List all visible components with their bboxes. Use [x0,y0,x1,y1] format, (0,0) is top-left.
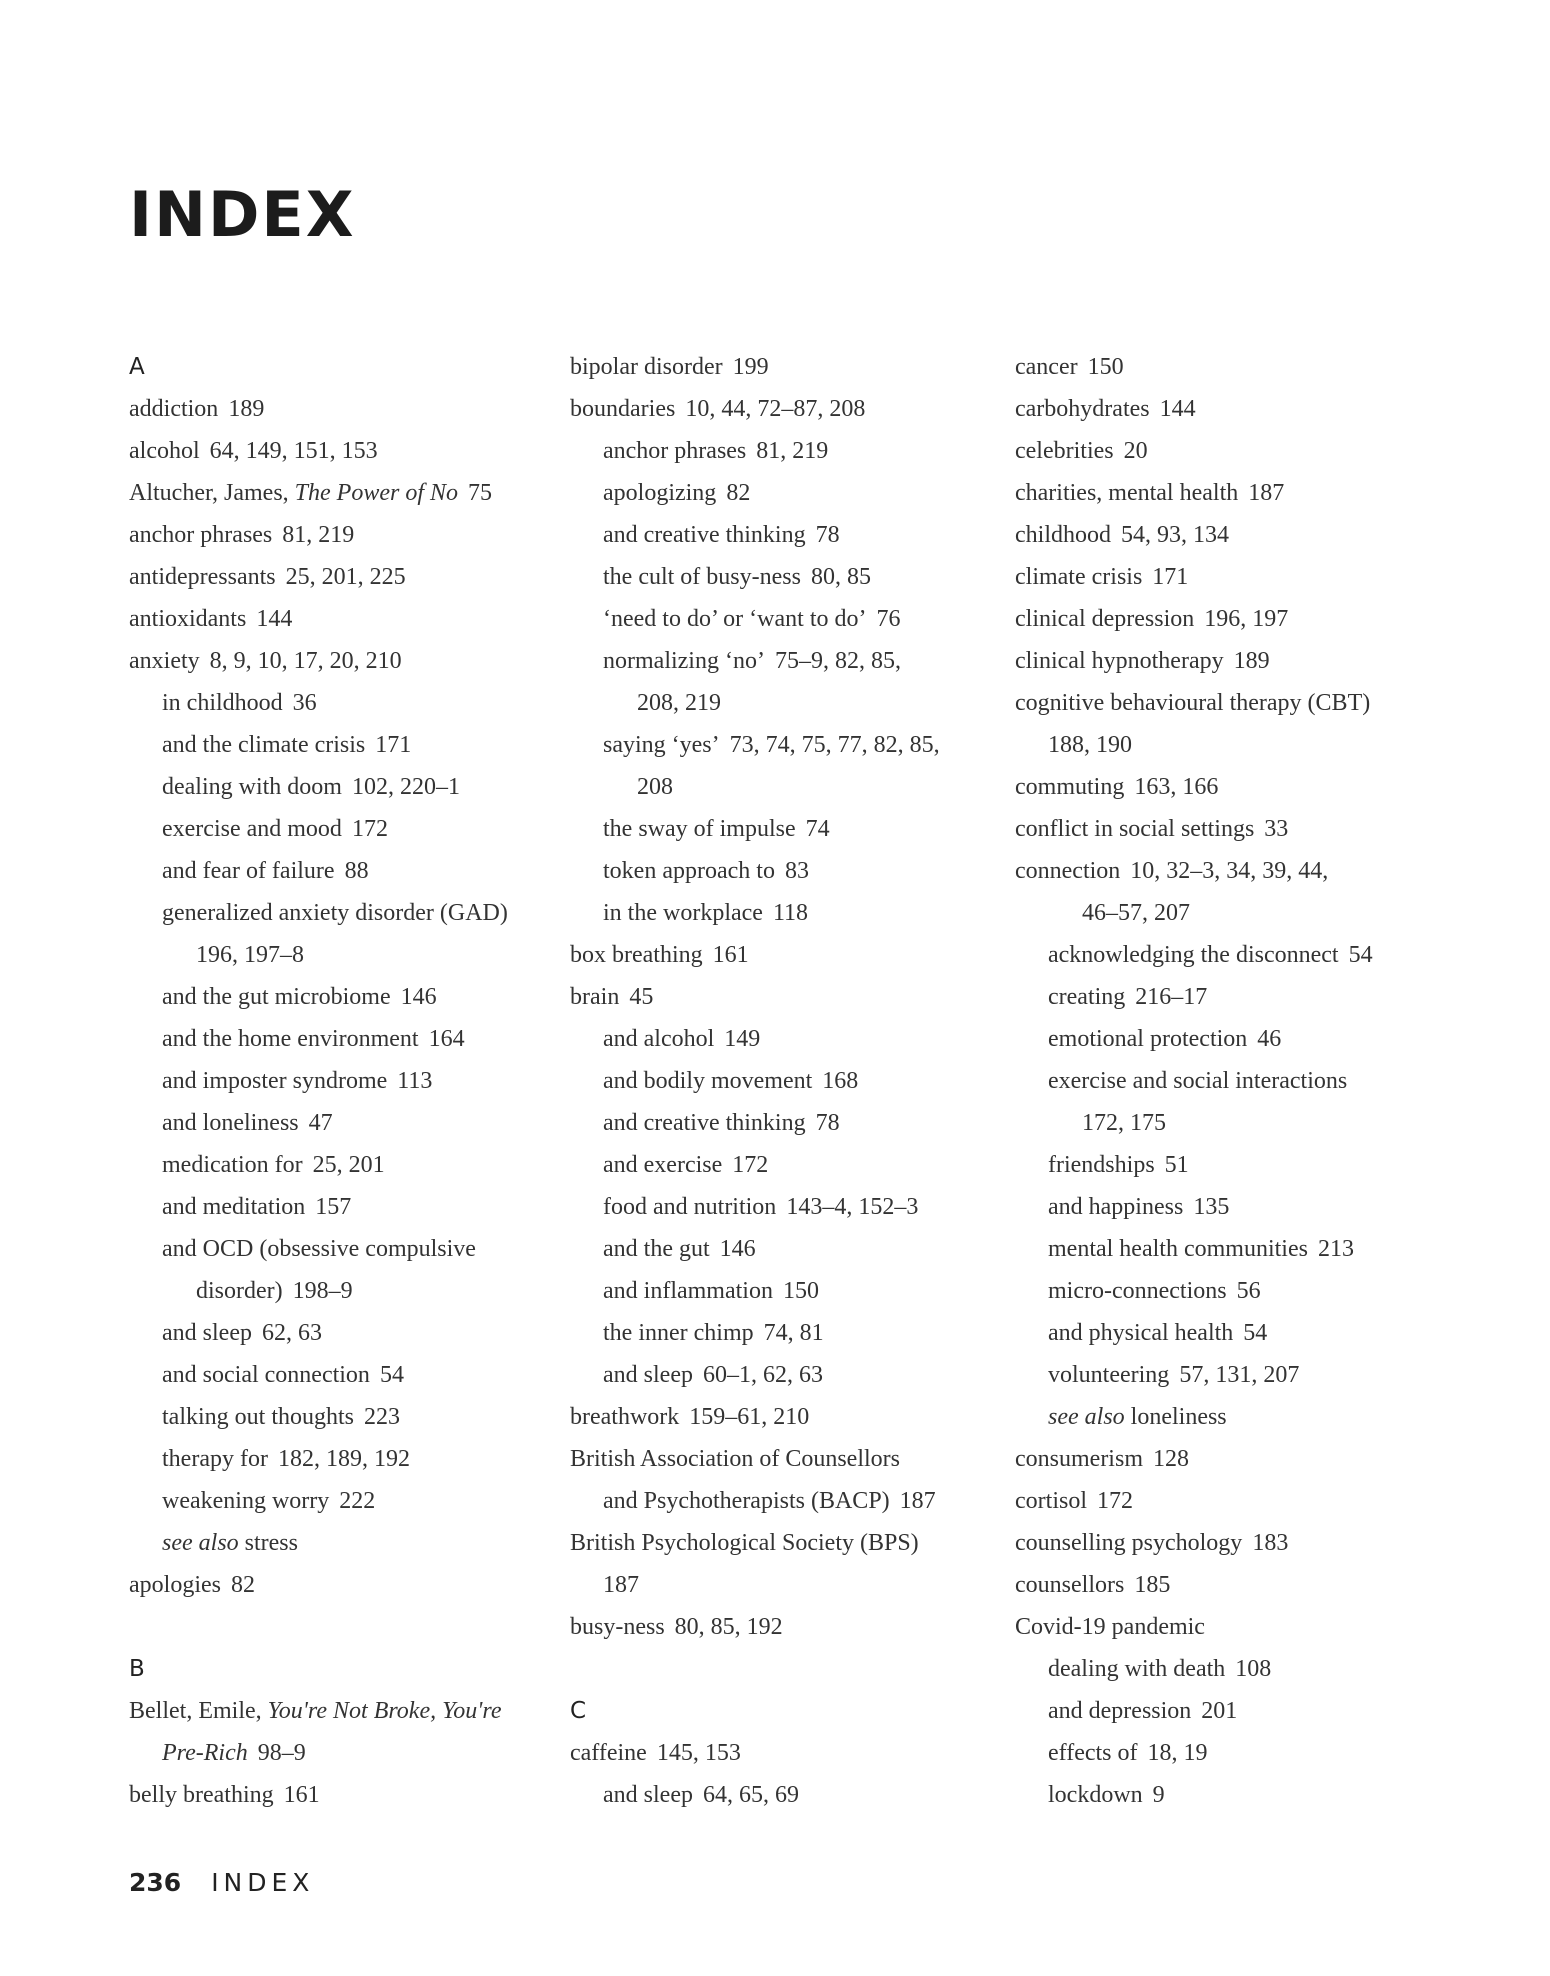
index-entry [570,1606,990,1648]
entry-term: and sleep [603,1362,693,1388]
entry-pages: 108 [1235,1656,1272,1682]
index-subentry [570,1186,990,1228]
running-footer-label: INDEX [211,1868,315,1897]
index-entry [570,976,990,1018]
index-entry [570,934,990,976]
entry-term: commuting [1015,774,1125,800]
index-entry [129,472,549,514]
entry-pages: 222 [339,1488,376,1514]
entry-pages: 208, 219 [637,690,721,716]
page-number: 236 [129,1868,182,1897]
entry-term: clinical depression [1015,606,1195,632]
entry-term: cortisol [1015,1488,1087,1514]
entry-term: celebrities [1015,438,1114,464]
section-letter: A [129,354,145,380]
index-subentry [570,640,990,682]
entry-title-italic: Pre-Rich [162,1740,248,1766]
index-subentry [129,1438,549,1480]
entry-term: and physical health [1048,1320,1234,1346]
entry-term: and sleep [603,1782,693,1808]
entry-pages: 187 [1248,480,1285,506]
entry-term: in childhood [162,690,283,716]
index-subentry [1015,1270,1435,1312]
index-subentry [129,850,549,892]
index-subentry [1015,1774,1435,1816]
entry-term: and alcohol [603,1026,715,1052]
entry-term: friendships [1048,1152,1155,1178]
entry-term: consumerism [1015,1446,1143,1472]
index-entry-continuation [570,766,990,808]
entry-pages: 118 [772,900,809,926]
entry-term: exercise and social interactions [1048,1068,1348,1094]
index-entry-continuation [1015,1102,1435,1144]
entry-term: anchor phrases [129,522,273,548]
entry-term: and social connection [162,1362,370,1388]
entry-pages: 150 [782,1278,819,1304]
entry-term: counsellors [1015,1572,1125,1598]
index-entry [1015,556,1435,598]
entry-term: and fear of failure [162,858,335,884]
entry-term: British Association of Counsellors [570,1446,900,1472]
entry-pages: 182, 189, 192 [277,1446,410,1472]
entry-term: apologizing [603,480,717,506]
entry-term: saying ‘yes’ [603,732,720,758]
entry-pages: 198–9 [292,1278,353,1304]
entry-pages: 216–17 [1135,984,1208,1010]
entry-term: and Psychotherapists (BACP) [603,1488,890,1514]
entry-term: conflict in social settings [1015,816,1255,842]
entry-term: and imposter syndrome [162,1068,388,1094]
entry-pages: 78 [815,1110,840,1136]
index-subentry [129,766,549,808]
index-subentry [129,1186,549,1228]
entry-pages: 157 [315,1194,352,1220]
entry-term: and bodily movement [603,1068,813,1094]
entry-pages: 47 [308,1110,333,1136]
entry-term: childhood [1015,522,1111,548]
entry-pages: 223 [364,1404,400,1430]
index-entry [1015,472,1435,514]
section-letter: B [129,1656,145,1682]
index-subentry [1015,934,1435,976]
index-subentry [570,1060,990,1102]
entry-term: disorder) [196,1278,283,1304]
entry-term: normalizing ‘no’ [603,648,765,674]
entry-term: clinical hypnotherapy [1015,648,1224,674]
entry-pages: 51 [1164,1152,1189,1178]
entry-term: the cult of busy-ness [603,564,801,590]
entry-pages: 196, 197–8 [196,942,304,968]
entry-pages: 64, 65, 69 [702,1782,799,1808]
index-subentry [1015,1228,1435,1270]
index-subentry [129,976,549,1018]
index-subentry [129,892,549,934]
entry-pages: 54 [1348,942,1373,968]
index-subentry [570,724,990,766]
entry-pages: 171 [375,732,412,758]
index-subentry [570,1228,990,1270]
entry-pages: 57, 131, 207 [1179,1362,1300,1388]
entry-pages: 46 [1257,1026,1282,1052]
entry-term: British Psychological Society (BPS) [570,1530,919,1556]
index-entry-continuation [570,1480,990,1522]
index-subentry [570,1774,990,1816]
entry-term: dealing with death [1048,1656,1226,1682]
entry-pages: 64, 149, 151, 153 [209,438,378,464]
entry-pages: 75 [468,480,492,506]
index-entry-continuation [129,1270,549,1312]
index-subentry [1015,1648,1435,1690]
entry-pages: 161 [712,942,749,968]
index-subentry [129,1018,549,1060]
entry-pages: 146 [400,984,437,1010]
entry-pages: 81, 219 [282,522,355,548]
index-subentry [570,1144,990,1186]
index-subentry [129,808,549,850]
see-also-label: see also [162,1530,239,1556]
index-entry-continuation [1015,724,1435,766]
index-subentry [1015,1060,1435,1102]
index-entry [129,640,549,682]
entry-term: talking out thoughts [162,1404,354,1430]
entry-term: and OCD (obsessive compulsive [162,1236,476,1262]
entry-pages: 199 [732,354,769,380]
index-entry [570,1438,990,1480]
entry-title-italic: The Power of No [294,480,458,506]
entry-term: acknowledging the disconnect [1048,942,1339,968]
entry-term: charities, mental health [1015,480,1239,506]
entry-term: antioxidants [129,606,247,632]
entry-term: exercise and mood [162,816,342,842]
index-subentry [1015,1186,1435,1228]
entry-term: Altucher, James, [129,480,295,506]
entry-pages: 189 [1233,648,1270,674]
index-subentry [129,724,549,766]
index-subentry [570,1354,990,1396]
index-subentry [570,1312,990,1354]
entry-pages: 201 [1201,1698,1238,1724]
index-entry [1015,514,1435,556]
entry-pages: 88 [344,858,369,884]
entry-term: dealing with doom [162,774,342,800]
index-entry [129,556,549,598]
entry-pages: 75–9, 82, 85, [774,648,901,674]
entry-pages: 146 [719,1236,756,1262]
entry-term: token approach to [603,858,775,884]
index-subentry [1015,1396,1435,1438]
entry-term: boundaries [570,396,676,422]
index-entry-continuation [129,1732,549,1774]
index-subentry [129,1522,549,1564]
entry-term: and meditation [162,1194,306,1220]
entry-term: Bellet, Emile, [129,1698,268,1724]
index-entry [129,1690,549,1732]
index-entry-continuation [570,682,990,724]
entry-title-italic: You're Not Broke, You're [267,1698,502,1724]
entry-term: the sway of impulse [603,816,796,842]
entry-pages: 54 [379,1362,404,1388]
entry-pages: 213 [1317,1236,1354,1262]
entry-pages: 10, 44, 72–87, 208 [685,396,866,422]
index-subentry [129,1228,549,1270]
index-entry [129,1564,549,1606]
index-column-3 [1015,346,1435,1816]
entry-term: the inner chimp [603,1320,754,1346]
index-entry-continuation [1015,892,1435,934]
index-entry [1015,1480,1435,1522]
entry-term: climate crisis [1015,564,1143,590]
entry-pages: 161 [283,1782,320,1808]
index-entry-continuation [570,1564,990,1606]
entry-pages: 188, 190 [1048,732,1132,758]
entry-pages: 172 [351,816,388,842]
index-subentry [570,892,990,934]
entry-pages: 113 [397,1068,433,1094]
index-entry [1015,598,1435,640]
index-subentry [1015,1018,1435,1060]
entry-pages: 128 [1152,1446,1189,1472]
entry-term: loneliness [1124,1404,1227,1430]
entry-term: carbohydrates [1015,396,1150,422]
entry-pages: 187 [899,1488,936,1514]
entry-term: medication for [162,1152,303,1178]
index-entry [1015,682,1435,724]
entry-pages: 25, 201 [312,1152,385,1178]
entry-pages: 8, 9, 10, 17, 20, 210 [209,648,402,674]
entry-term: caffeine [570,1740,647,1766]
entry-pages: 135 [1193,1194,1230,1220]
index-subentry [570,850,990,892]
index-subentry [570,514,990,556]
index-subentry [1015,1690,1435,1732]
entry-term: and the climate crisis [162,732,366,758]
see-also-label: see also [1048,1404,1125,1430]
entry-term: busy-ness [570,1614,665,1640]
entry-pages: 56 [1236,1278,1261,1304]
entry-term: micro-connections [1048,1278,1227,1304]
entry-term: cancer [1015,354,1078,380]
index-entry-continuation [129,934,549,976]
index-entry [1015,388,1435,430]
index-entry [570,346,990,388]
index-subentry [129,1060,549,1102]
entry-pages: 144 [1159,396,1196,422]
entry-pages: 80, 85 [810,564,871,590]
entry-pages: 172 [732,1152,769,1178]
entry-pages: 54, 93, 134 [1121,522,1229,548]
section-letter: C [570,1698,587,1724]
index-entry [570,1522,990,1564]
index-entry [1015,1606,1435,1648]
entry-pages: 10, 32–3, 34, 39, 44, [1130,858,1329,884]
entry-pages: 171 [1152,564,1189,590]
entry-pages: 144 [256,606,293,632]
entry-pages: 25, 201, 225 [285,564,406,590]
entry-term: and exercise [603,1152,723,1178]
index-subentry [570,1270,990,1312]
entry-term: breathwork [570,1404,680,1430]
entry-term: and the home environment [162,1026,419,1052]
entry-term: cognitive behavioural therapy (CBT) [1015,690,1371,716]
entry-pages: 20 [1123,438,1148,464]
index-entry [1015,346,1435,388]
entry-pages: 62, 63 [261,1320,322,1346]
section-spacer [570,1648,990,1690]
entry-term: effects of [1048,1740,1138,1766]
entry-pages: 36 [292,690,317,716]
index-entry [1015,640,1435,682]
entry-term: connection [1015,858,1121,884]
entry-pages: 208 [637,774,673,800]
entry-term: bipolar disorder [570,354,723,380]
index-column-1 [129,346,549,1816]
entry-pages: 168 [822,1068,859,1094]
index-column-2 [570,346,990,1816]
index-subentry [1015,1144,1435,1186]
entry-term: brain [570,984,620,1010]
entry-term: food and nutrition [603,1194,777,1220]
entry-pages: 45 [629,984,654,1010]
index-subentry [1015,1312,1435,1354]
index-subentry [570,472,990,514]
index-entry [1015,1438,1435,1480]
index-entry [1015,766,1435,808]
index-subentry [129,682,549,724]
index-subentry [129,1144,549,1186]
entry-term: therapy for [162,1446,268,1472]
entry-pages: 98–9 [257,1740,306,1766]
entry-pages: 81, 219 [756,438,829,464]
index-subentry [129,1102,549,1144]
entry-pages: 60–1, 62, 63 [702,1362,823,1388]
index-subentry [129,1354,549,1396]
entry-term: weakening worry [162,1488,330,1514]
entry-term: counselling psychology [1015,1530,1243,1556]
entry-pages: 149 [724,1026,761,1052]
entry-pages: 196, 197 [1204,606,1289,632]
entry-pages: 73, 74, 75, 77, 82, 85, [729,732,940,758]
entry-pages: 172 [1097,1488,1133,1514]
index-subentry [570,808,990,850]
index-subentry [570,1102,990,1144]
entry-term: in the workplace [603,900,763,926]
index-entry [1015,850,1435,892]
entry-term: apologies [129,1572,221,1598]
section-spacer [129,1606,549,1648]
entry-pages: 185 [1134,1572,1171,1598]
entry-term: anchor phrases [603,438,747,464]
index-subentry [129,1396,549,1438]
entry-pages: 143–4, 152–3 [786,1194,919,1220]
entry-pages: 74, 81 [763,1320,824,1346]
index-subentry [1015,976,1435,1018]
entry-term: anxiety [129,648,200,674]
entry-pages: 189 [228,396,265,422]
index-subentry [570,430,990,472]
entry-term: and the gut [603,1236,710,1262]
entry-pages: 183 [1252,1530,1289,1556]
entry-pages: 163, 166 [1134,774,1219,800]
entry-term: and creative thinking [603,1110,806,1136]
entry-term: and inflammation [603,1278,773,1304]
index-subentry [570,1018,990,1060]
index-entry [129,514,549,556]
index-entry [570,1732,990,1774]
index-entry [129,430,549,472]
index-subentry [1015,1732,1435,1774]
entry-pages: 187 [603,1572,639,1598]
index-entry [129,598,549,640]
entry-term: and loneliness [162,1110,299,1136]
index-subentry [1015,1354,1435,1396]
entry-term: and the gut microbiome [162,984,391,1010]
index-subentry [129,1480,549,1522]
index-subentry [570,598,990,640]
entry-pages: 159–61, 210 [689,1404,810,1430]
entry-term: addiction [129,396,219,422]
entry-term: antidepressants [129,564,276,590]
entry-term: and depression [1048,1698,1192,1724]
entry-pages: 76 [876,606,901,632]
entry-pages: 164 [428,1026,465,1052]
entry-pages: 172, 175 [1082,1110,1166,1136]
entry-pages: 150 [1087,354,1124,380]
entry-term: belly breathing [129,1782,274,1808]
index-entry [1015,808,1435,850]
entry-term: box breathing [570,942,703,968]
index-entry [570,1396,990,1438]
entry-pages: 102, 220–1 [351,774,460,800]
entry-term: and creative thinking [603,522,806,548]
entry-term: and happiness [1048,1194,1184,1220]
entry-term: mental health communities [1048,1236,1308,1262]
entry-pages: 54 [1243,1320,1268,1346]
entry-term: volunteering [1048,1362,1170,1388]
index-subentry [570,556,990,598]
entry-pages: 145, 153 [656,1740,741,1766]
entry-term: lockdown [1048,1782,1143,1808]
entry-pages: 82 [726,480,751,506]
entry-pages: 18, 19 [1147,1740,1208,1766]
index-subentry [129,1312,549,1354]
index-entry [1015,1522,1435,1564]
entry-term: generalized anxiety disorder (GAD) [162,900,508,926]
entry-term: emotional protection [1048,1026,1248,1052]
index-entry [570,388,990,430]
entry-pages: 83 [784,858,809,884]
entry-term: ‘need to do’ or ‘want to do’ [603,606,867,632]
entry-term: Covid-19 pandemic [1015,1614,1205,1640]
index-entry [1015,1564,1435,1606]
index-entry [1015,430,1435,472]
index-entry [129,388,549,430]
entry-pages: 9 [1152,1782,1165,1808]
entry-pages: 80, 85, 192 [674,1614,783,1640]
entry-term: and sleep [162,1320,252,1346]
entry-pages: 74 [805,816,830,842]
entry-pages: 33 [1264,816,1289,842]
entry-term: stress [238,1530,298,1556]
page-title: INDEX [129,178,356,251]
entry-pages: 46–57, 207 [1082,900,1190,926]
entry-term: alcohol [129,438,200,464]
index-entry [129,1774,549,1816]
entry-pages: 82 [230,1572,255,1598]
page-footer [129,1868,314,1897]
entry-pages: 78 [815,522,840,548]
entry-term: creating [1048,984,1126,1010]
